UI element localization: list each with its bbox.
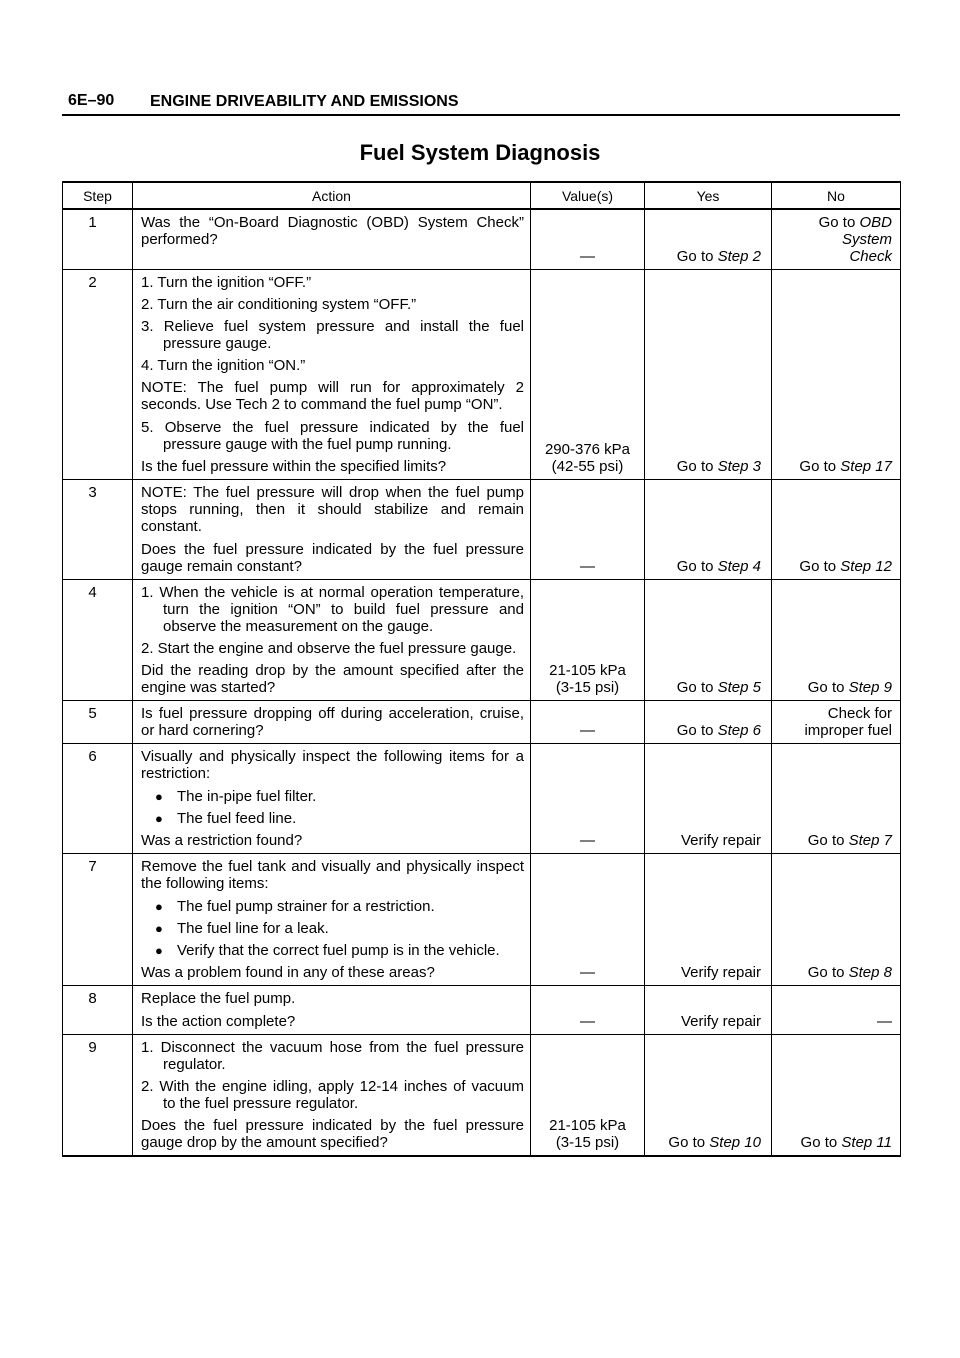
table-row xyxy=(63,986,901,1035)
no-cell xyxy=(772,701,901,744)
bullet-item xyxy=(141,898,524,915)
action-cell xyxy=(133,744,531,854)
bullet-text: The fuel feed line. xyxy=(177,810,297,827)
yes-cell xyxy=(645,701,772,744)
value-cell xyxy=(531,580,645,701)
numbered-instruction: 2. Turn the air conditioning system “OFF.” xyxy=(141,296,417,313)
step-link[interactable]: System xyxy=(841,231,892,248)
column-header-action: Action xyxy=(133,182,531,209)
step-link[interactable]: Step 17 xyxy=(840,458,892,475)
table-row xyxy=(63,1035,901,1157)
action-cell xyxy=(133,701,531,744)
yes-cell xyxy=(645,270,772,480)
go-to-prefix: Go to xyxy=(676,679,718,696)
action-paragraph: Was a problem found in any of these areas? xyxy=(141,964,435,981)
bullet-icon: ● xyxy=(155,811,163,826)
step-link[interactable]: Step 11 xyxy=(841,1134,892,1151)
go-to-reference xyxy=(780,558,892,575)
table-row xyxy=(63,209,901,270)
value-text: — xyxy=(580,832,595,849)
go-to-reference xyxy=(780,1134,892,1151)
bullet-item xyxy=(141,920,524,937)
outcome-text: — xyxy=(877,1013,892,1030)
table-row xyxy=(63,744,901,854)
action-cell xyxy=(133,480,531,580)
page-number: 6E–90 xyxy=(68,92,115,109)
go-to-prefix: Go to xyxy=(818,214,860,231)
step-link[interactable]: Check xyxy=(849,248,892,265)
bullet-icon: ● xyxy=(155,943,163,958)
action-cell xyxy=(133,854,531,986)
go-to-prefix: Go to xyxy=(676,558,718,575)
numbered-instruction: 4. Turn the ignition “ON.” xyxy=(141,357,306,374)
action-paragraph: Did the reading drop by the amount specified after the engine was started? xyxy=(141,662,524,696)
step-link[interactable]: Step 7 xyxy=(848,832,892,849)
go-to-reference xyxy=(780,231,892,248)
step-link[interactable]: Step 3 xyxy=(717,458,761,475)
numbered-instruction: 1. When the vehicle is at normal operation temperature, turn the ignition “ON” to build fuel pressure and observe the measurement on the gauge. xyxy=(141,584,524,635)
numbered-instruction: 1. Disconnect the vacuum hose from the fuel pressure regulator. xyxy=(141,1039,524,1073)
value-cell xyxy=(531,209,645,270)
step-link[interactable]: Step 5 xyxy=(717,679,761,696)
yes-cell xyxy=(645,580,772,701)
action-paragraph: Does the fuel pressure indicated by the fuel pressure gauge drop by the amount specified? xyxy=(141,1117,524,1151)
outcome-text: Check for xyxy=(827,705,892,722)
action-cell xyxy=(133,209,531,270)
yes-cell xyxy=(645,480,772,580)
bullet-text: The fuel line for a leak. xyxy=(177,920,329,937)
yes-cell xyxy=(645,1035,772,1157)
numbered-instruction: 2. With the engine idling, apply 12-14 inches of vacuum to the fuel pressure regulator. xyxy=(141,1078,524,1112)
go-to-prefix: Go to xyxy=(799,458,841,475)
go-to-reference xyxy=(653,722,761,739)
no-cell xyxy=(772,480,901,580)
no-cell xyxy=(772,1035,901,1157)
step-number: 8 xyxy=(63,986,133,1035)
outcome-text: Verify repair xyxy=(680,964,761,981)
go-to-reference xyxy=(653,248,761,265)
go-to-reference xyxy=(780,458,892,475)
bullet-text: The fuel pump strainer for a restriction. xyxy=(177,898,435,915)
go-to-prefix: Go to xyxy=(668,1134,710,1151)
go-to-reference xyxy=(653,558,761,575)
go-to-prefix: Go to xyxy=(799,558,841,575)
no-cell xyxy=(772,986,901,1035)
go-to-reference xyxy=(780,964,892,981)
action-paragraph: Is the action complete? xyxy=(141,1013,296,1030)
no-cell xyxy=(772,580,901,701)
go-to-reference xyxy=(653,1134,761,1151)
action-paragraph: Does the fuel pressure indicated by the fuel pressure gauge remain constant? xyxy=(141,541,524,575)
action-paragraph: NOTE: The fuel pressure will drop when the fuel pump stops running, then it should stabilize and remain constant. xyxy=(141,484,524,535)
go-to-reference xyxy=(780,214,892,231)
numbered-instruction: 3. Relieve fuel system pressure and install the fuel pressure gauge. xyxy=(141,318,524,352)
action-paragraph: Remove the fuel tank and visually and physically inspect the following items: xyxy=(141,858,524,892)
value-text: 21-105 kPa xyxy=(549,1117,626,1134)
value-cell xyxy=(531,480,645,580)
go-to-prefix: Go to xyxy=(807,679,849,696)
value-text: — xyxy=(580,964,595,981)
page-title: Fuel System Diagnosis xyxy=(359,140,601,165)
action-paragraph: Visually and physically inspect the following items for a restriction: xyxy=(141,748,524,782)
yes-cell xyxy=(645,854,772,986)
step-number: 6 xyxy=(63,744,133,854)
value-text: — xyxy=(580,1013,595,1030)
step-link[interactable]: Step 6 xyxy=(717,722,761,739)
diagnosis-table xyxy=(62,181,901,1157)
action-cell xyxy=(133,1035,531,1157)
value-cell xyxy=(531,854,645,986)
bullet-icon: ● xyxy=(155,921,163,936)
value-cell xyxy=(531,744,645,854)
table-row xyxy=(63,854,901,986)
bullet-item xyxy=(141,810,524,827)
step-number: 4 xyxy=(63,580,133,701)
step-number: 2 xyxy=(63,270,133,480)
value-cell xyxy=(531,1035,645,1157)
no-cell xyxy=(772,270,901,480)
action-paragraph: NOTE: The fuel pump will run for approximately 2 seconds. Use Tech 2 to command the fuel pump “ON”. xyxy=(141,379,524,413)
action-paragraph: Replace the fuel pump. xyxy=(141,990,296,1007)
step-link[interactable]: Step 10 xyxy=(709,1134,761,1151)
value-text: (3-15 psi) xyxy=(555,679,620,696)
step-number: 9 xyxy=(63,1035,133,1157)
step-number: 1 xyxy=(63,209,133,270)
section-title: ENGINE DRIVEABILITY AND EMISSIONS xyxy=(150,93,459,110)
page-header xyxy=(62,88,900,116)
value-text: 290-376 kPa xyxy=(544,441,631,458)
go-to-prefix: Go to xyxy=(676,722,718,739)
table-row xyxy=(63,270,901,480)
value-text: — xyxy=(580,722,595,739)
table-body xyxy=(63,209,901,1156)
go-to-prefix: Go to xyxy=(800,1134,842,1151)
bullet-text: The in-pipe fuel filter. xyxy=(177,788,317,805)
value-cell xyxy=(531,701,645,744)
value-cell xyxy=(531,986,645,1035)
go-to-prefix: Go to xyxy=(676,248,718,265)
action-paragraph: Was a restriction found? xyxy=(141,832,303,849)
step-number: 7 xyxy=(63,854,133,986)
column-header-values: Value(s) xyxy=(531,182,645,209)
step-link[interactable]: Step 2 xyxy=(717,248,761,265)
yes-cell xyxy=(645,986,772,1035)
bullet-item xyxy=(141,942,524,959)
step-number: 5 xyxy=(63,701,133,744)
no-cell xyxy=(772,744,901,854)
action-cell xyxy=(133,270,531,480)
action-paragraph: Is the fuel pressure within the specified limits? xyxy=(141,458,447,475)
action-cell xyxy=(133,986,531,1035)
step-link[interactable]: Step 12 xyxy=(840,558,892,575)
bullet-icon: ● xyxy=(155,789,163,804)
table-row xyxy=(63,480,901,580)
action-paragraph: Was the “On-Board Diagnostic (OBD) System Check” performed? xyxy=(141,214,524,248)
column-header-yes: Yes xyxy=(645,182,772,209)
go-to-reference xyxy=(653,679,761,696)
go-to-prefix: Go to xyxy=(807,964,849,981)
step-number: 3 xyxy=(63,480,133,580)
value-text: (42-55 psi) xyxy=(551,458,624,475)
value-text: — xyxy=(580,558,595,575)
numbered-instruction: 1. Turn the ignition “OFF.” xyxy=(141,274,312,291)
go-to-reference xyxy=(653,458,761,475)
no-cell xyxy=(772,854,901,986)
go-to-prefix: Go to xyxy=(807,832,849,849)
table-row xyxy=(63,701,901,744)
value-text: — xyxy=(580,248,595,265)
table-header-row xyxy=(63,182,901,209)
value-cell xyxy=(531,270,645,480)
numbered-instruction: 2. Start the engine and observe the fuel pressure gauge. xyxy=(141,640,517,657)
step-link[interactable]: Step 4 xyxy=(717,558,761,575)
numbered-instruction: 5. Observe the fuel pressure indicated by the fuel pressure gauge with the fuel pump running. xyxy=(141,419,524,453)
column-header-no: No xyxy=(772,182,901,209)
go-to-reference xyxy=(780,248,892,265)
step-link[interactable]: OBD xyxy=(859,214,892,231)
value-text: (3-15 psi) xyxy=(555,1134,620,1151)
column-header-step: Step xyxy=(63,182,133,209)
bullet-icon: ● xyxy=(155,899,163,914)
step-link[interactable]: Step 8 xyxy=(848,964,892,981)
bullet-item xyxy=(141,788,524,805)
outcome-text: Verify repair xyxy=(680,1013,761,1030)
action-paragraph: Is fuel pressure dropping off during acceleration, cruise, or hard cornering? xyxy=(141,705,524,739)
yes-cell xyxy=(645,744,772,854)
no-cell xyxy=(772,209,901,270)
yes-cell xyxy=(645,209,772,270)
step-link[interactable]: Step 9 xyxy=(848,679,892,696)
go-to-prefix: Go to xyxy=(676,458,718,475)
value-text: 21-105 kPa xyxy=(549,662,626,679)
outcome-text: improper fuel xyxy=(804,722,892,739)
bullet-text: Verify that the correct fuel pump is in the vehicle. xyxy=(177,942,500,959)
go-to-reference xyxy=(780,832,892,849)
go-to-reference xyxy=(780,679,892,696)
table-row xyxy=(63,580,901,701)
action-cell xyxy=(133,580,531,701)
outcome-text: Verify repair xyxy=(680,832,761,849)
